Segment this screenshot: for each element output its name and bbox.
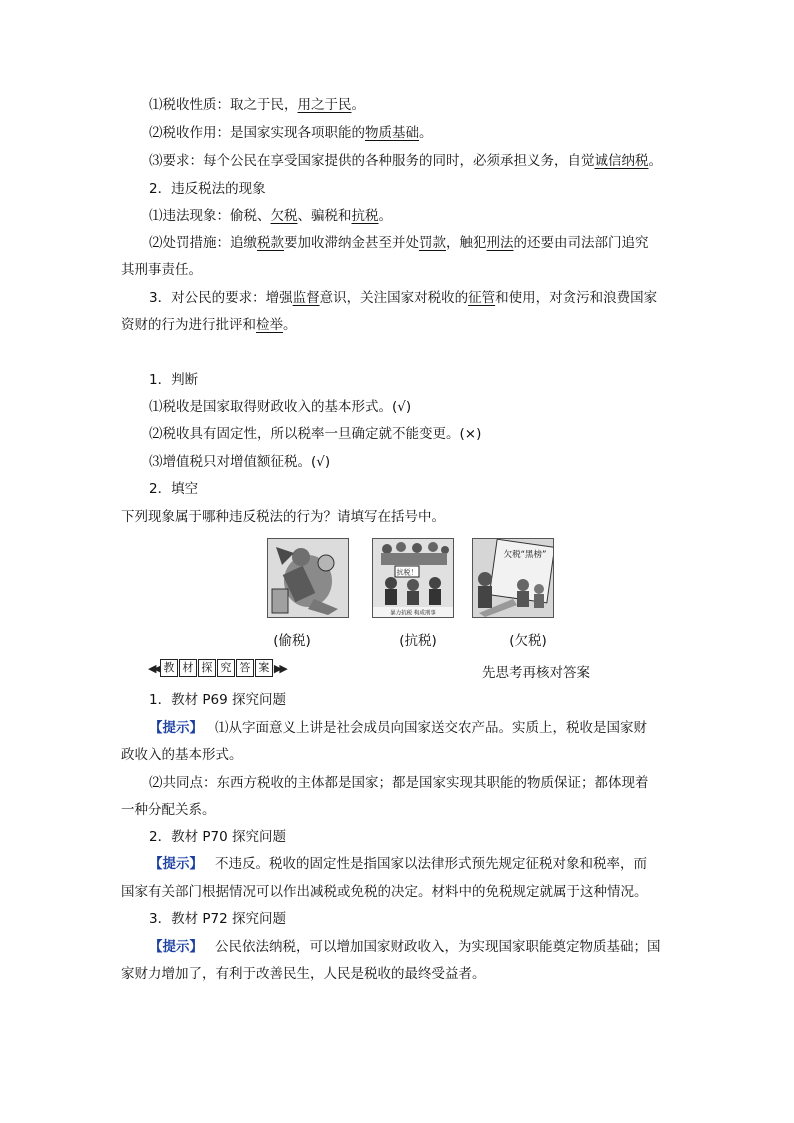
text: ⑴税收性质：取之于民，	[149, 97, 298, 113]
answer-3b: 家财力增加了，有利于改善民生，人民是税收的最终受益者。	[121, 966, 486, 982]
citizen-requirement-line	[149, 288, 709, 308]
underlined-answer: 欠税	[270, 208, 298, 224]
text: ⑴从字面意义上讲是社会成员向国家送交农产品。实质上，税收是国家财	[215, 720, 647, 736]
underlined-answer: 征管	[468, 290, 496, 306]
illustration-caption-text: 暴力抗税 构成刑事	[390, 610, 436, 617]
hint-label: 【提示】	[149, 856, 203, 872]
text: 、骗税和	[297, 208, 352, 224]
banner-char: 教	[160, 659, 178, 677]
answer-1c: ⑵共同点：东西方税收的主体都是国家；都是国家实现其职能的物质保证；都体现着	[149, 775, 649, 791]
judge-item-2: ⑵税收具有固定性，所以税率一旦确定就不能变更。(×)	[149, 426, 482, 442]
banner-char: 答	[236, 659, 254, 677]
tax-resistance-illustration	[372, 538, 454, 618]
citizen-requirement-cont	[121, 315, 681, 335]
banner-char: 究	[217, 659, 235, 677]
tax-evasion-illustration	[267, 538, 349, 618]
text: 。	[648, 153, 662, 169]
answer-1b: 政收入的基本形式。	[121, 747, 243, 763]
text: 。	[419, 125, 433, 141]
underlined-answer: 抗税	[351, 208, 379, 224]
judge-item-3: ⑶增值税只对增值额征税。(√)	[149, 454, 331, 470]
caption-arrears: (欠税)	[509, 633, 547, 649]
answer-3a	[149, 937, 709, 957]
text: 。	[283, 317, 297, 333]
banner-char: 材	[179, 659, 197, 677]
text: ，触犯	[446, 235, 487, 251]
judge-heading: 1．判断	[149, 372, 199, 388]
violation-line	[149, 206, 709, 226]
text: ⑴违法现象：偷税、	[149, 208, 271, 224]
text: 要加收滞纳金甚至并处	[284, 235, 419, 251]
underlined-answer: 检举	[256, 317, 283, 333]
judge-item-1: ⑴税收是国家取得财政收入的基本形式。(√)	[149, 399, 412, 415]
underlined-answer: 罚款	[419, 235, 446, 251]
illustration-sign-text: 抗税！	[396, 568, 418, 577]
text: ⑵税收作用：是国家实现各项职能的	[149, 125, 365, 141]
answer-2a	[149, 854, 709, 874]
caption-resistance: (抗税)	[399, 633, 437, 649]
text: 。	[351, 97, 365, 113]
penalty-line	[149, 233, 709, 253]
question-2: 2．教材 P70 探究问题	[149, 829, 286, 845]
text: 。	[378, 208, 392, 224]
question-1: 1．教材 P69 探究问题	[149, 692, 286, 708]
text: 意识，关注国家对税收的	[319, 290, 469, 306]
text: 3．对公民的要求：增强	[149, 290, 293, 306]
banner-char: 探	[198, 659, 216, 677]
answer-banner	[148, 659, 285, 677]
right-arrows-icon: ▶▶	[273, 661, 285, 675]
answer-1a	[149, 718, 709, 738]
text: ⑵处罚措施：追缴	[149, 235, 257, 251]
underlined-answer: 物质基础	[365, 125, 419, 141]
underlined-answer: 刑法	[486, 235, 514, 251]
left-arrows-icon: ◀◀	[148, 661, 159, 675]
tax-role-line	[149, 123, 709, 143]
fill-question: 下列现象属于哪种违反税法的行为？请填写在括号中。	[121, 509, 445, 525]
hint-label: 【提示】	[149, 939, 203, 955]
fill-heading: 2．填空	[149, 481, 199, 497]
underlined-answer: 诚信纳税	[594, 153, 649, 169]
text: 不违反。税收的固定性是指国家以法律形式预先规定征税对象和税率，而	[215, 856, 647, 872]
caption-evasion: (偷税)	[273, 633, 311, 649]
answer-2b: 国家有关部门根据情况可以作出减税或免税的决定。材料中的免税规定就属于这种情况。	[121, 884, 648, 900]
underlined-answer: 税款	[257, 235, 284, 251]
tax-nature-line	[149, 95, 709, 115]
text: 的还要由司法部门追究	[513, 235, 649, 251]
underlined-answer: 用之于民	[297, 97, 352, 113]
banner-note: 先思考再核对答案	[482, 665, 590, 681]
text: 和使用，对贪污和浪费国家	[495, 290, 658, 306]
tax-arrears-illustration	[472, 538, 554, 618]
text: ⑶要求：每个公民在享受国家提供的各种服务的同时，必须承担义务，自觉	[149, 153, 595, 169]
requirement-line	[149, 151, 709, 171]
underlined-answer: 监督	[292, 290, 320, 306]
text: 公民依法纳税，可以增加国家财政收入，为实现国家职能奠定物质基础；国	[215, 939, 661, 955]
section-heading: 2．违反税法的现象	[149, 181, 266, 197]
banner-char: 案	[255, 659, 273, 677]
penalty-line-cont: 其刑事责任。	[121, 262, 202, 278]
text: 资财的行为进行批评和	[121, 317, 256, 333]
question-3: 3．教材 P72 探究问题	[149, 911, 286, 927]
illustration-board-text: 欠税“黑榜”	[503, 550, 547, 560]
hint-label: 【提示】	[149, 720, 203, 736]
answer-1d: 一种分配关系。	[121, 802, 216, 818]
